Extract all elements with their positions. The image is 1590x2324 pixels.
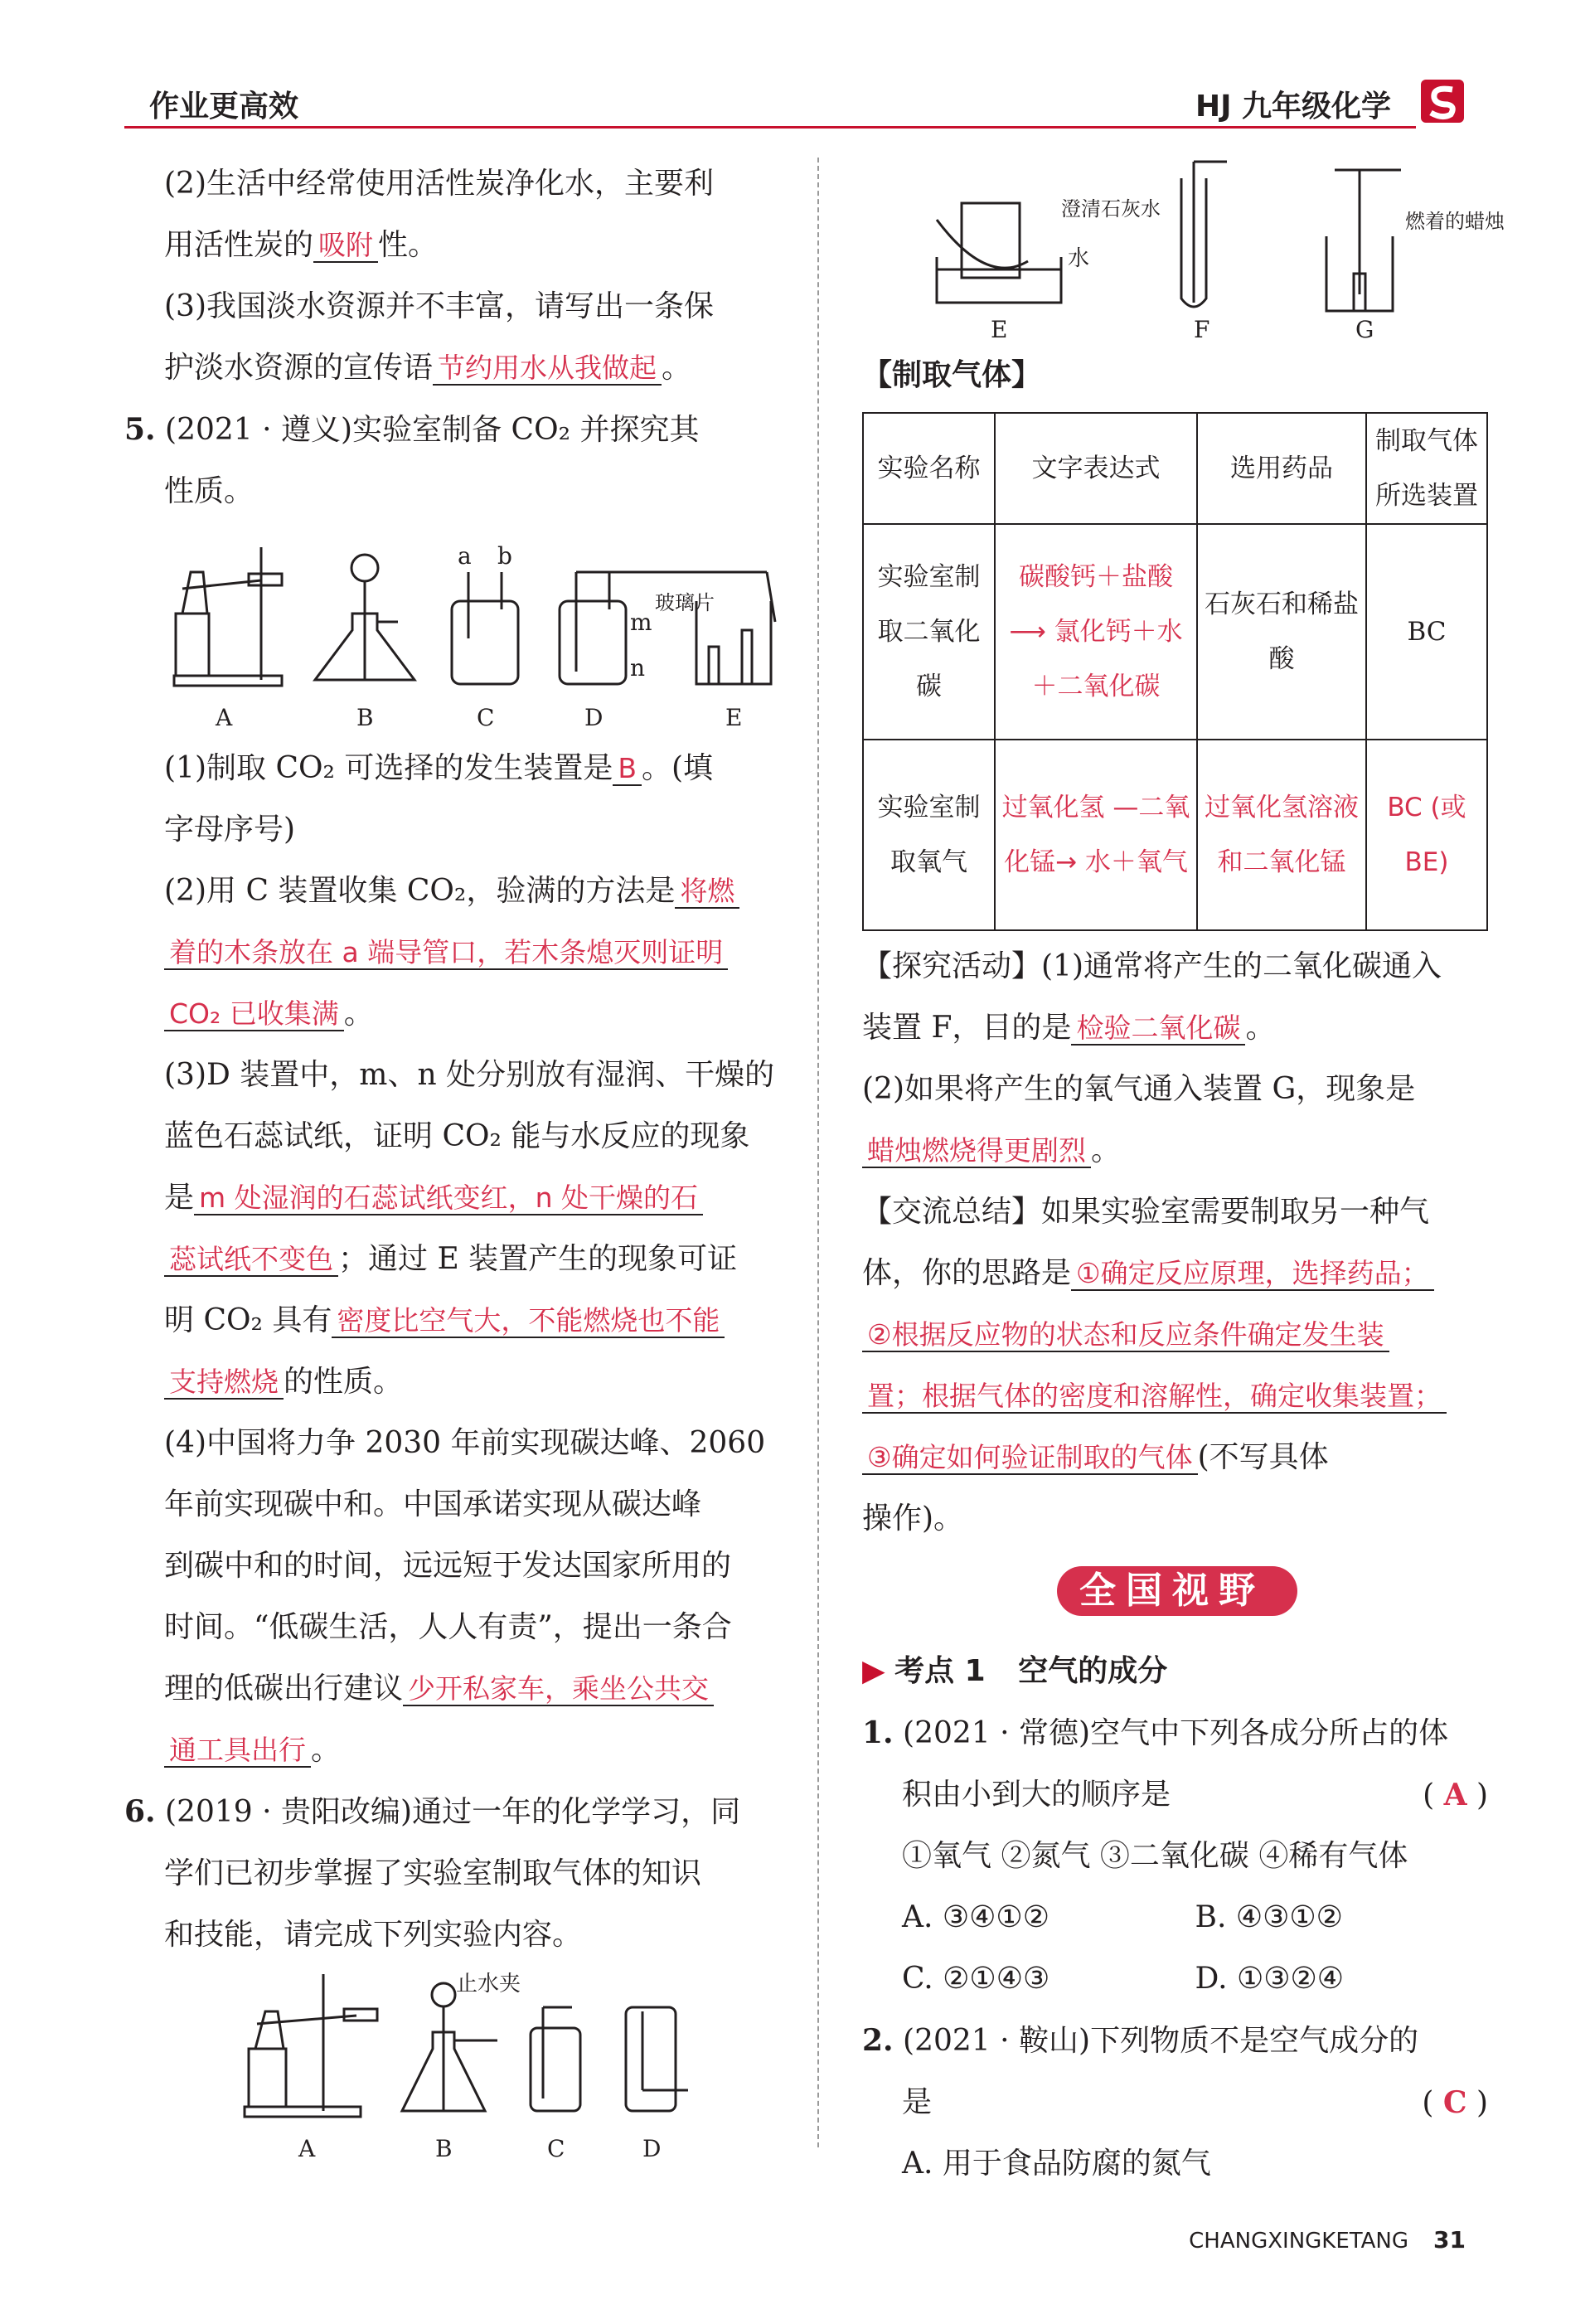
section-make-gas: 【制取气体】: [862, 357, 1042, 392]
q1-options-row1: [862, 1887, 1488, 1948]
explore-line1: 【探究活动】(1)通常将产生的二氧化碳通入: [862, 949, 1442, 983]
q5-4-line1: (4)中国将力争 2030 年前实现碳达峰、2060: [164, 1426, 766, 1460]
answer-blank: 将燃: [675, 875, 739, 909]
page-footer: [1189, 2226, 1466, 2254]
figure-q6-apparatus: [124, 1966, 779, 2165]
answer-paren: ( C ): [1422, 2085, 1488, 2120]
summary-line2: 体，你的思路是 ①确定反应原理，选择药品；: [862, 1243, 1488, 1304]
fig6-label-clamp: 止水夹: [456, 1972, 521, 1997]
question-number: 2.: [862, 2023, 894, 2058]
gas-preparation-table: [862, 412, 1488, 931]
answer-blank: 着的木条放在 a 端导管口，若木条熄灭则证明: [164, 936, 728, 970]
kp-label: 考点 1: [894, 1654, 986, 1688]
answer-blank: 通工具出行: [164, 1734, 311, 1768]
answer-blank: 节约用水从我做起: [433, 352, 662, 386]
q5-2-line2: [124, 922, 779, 983]
table-header: 选用药品: [1197, 413, 1366, 524]
q5-3-line2: 蓝色石蕊试纸，证明 CO₂ 能与水反应的现象: [164, 1119, 750, 1153]
table-header-row: [863, 413, 1487, 524]
column-divider: [817, 158, 819, 2147]
question-number: 6.: [124, 1794, 156, 1829]
table-header: 实验名称: [863, 413, 995, 524]
answer-blank: ①确定反应原理，选择药品；: [1071, 1257, 1434, 1291]
q2-line2: 是 ( C ): [862, 2072, 1488, 2133]
fig-label-F: F: [1194, 316, 1210, 343]
q5-1-line2: 字母序号): [164, 813, 296, 847]
q5-4-line2: 年前实现碳中和。中国承诺实现从碳达峰: [164, 1487, 702, 1521]
q5-3-line3: 是 m 处湿润的石蕊试纸变红，n 处干燥的石: [124, 1167, 779, 1229]
table-cell-answer: 碳酸钙＋盐酸 ⟶ 氯化钙＋水＋二氧化碳: [995, 524, 1197, 740]
q5-4-line4: 时间。“低碳生活，人人有责”，提出一条合: [164, 1610, 732, 1644]
table-cell: 实验室制取氧气: [863, 740, 995, 930]
table-cell-answer: 过氧化氢 —二氧化锰→ 水＋氧气: [995, 740, 1197, 930]
q5-4-line3: 到碳中和的时间，远远短于发达国家所用的: [164, 1549, 732, 1583]
table-row: [863, 524, 1487, 740]
q5-3-line5: 明 CO₂ 具有 密度比空气大，不能燃烧也不能: [124, 1290, 779, 1351]
footer-brand: CHANGXINGKETANG: [1189, 2229, 1409, 2254]
fig-label-G: G: [1355, 316, 1374, 343]
header-subject: HJ 九年级化学: [1195, 90, 1391, 124]
q5-3-line1: (3)D 装置中，m、n 处分别放有湿润、干燥的: [164, 1058, 775, 1092]
page-number: 31: [1433, 2226, 1466, 2254]
fig5-label-b: b: [497, 542, 512, 570]
q5-4-line6: 通工具出行 。: [124, 1720, 779, 1781]
table-row: [863, 740, 1487, 930]
answer-blank: m 处湿润的石蕊试纸变红，n 处干燥的石: [194, 1181, 703, 1215]
q4-3-line2: 护淡水资源的宣传语 节约用水从我做起 。: [164, 351, 692, 385]
header-slogan: 作业更高效: [149, 90, 299, 124]
q6-line1: 6. (2019 · 贵阳改编)通过一年的化学学习，同: [124, 1794, 741, 1829]
q4-2-line2: 用活性炭的 吸附 性。: [164, 228, 439, 262]
q6-line3: 和技能，请完成下列实验内容。: [164, 1918, 583, 1952]
fig-label-limewater: 澄清石灰水: [1061, 197, 1161, 221]
table-cell-answer: 过氧化氢溶液和二氧化锰: [1197, 740, 1366, 930]
fig5-label-n: n: [630, 654, 646, 682]
fig5-label-glass: 玻璃片: [655, 591, 715, 614]
summary-line4: [862, 1366, 1488, 1427]
answer-blank: ②根据反应物的状态和反应条件确定发生装: [862, 1318, 1389, 1352]
fig5-label-a: a: [458, 542, 472, 570]
triangle-icon: ▶: [862, 1654, 885, 1688]
summary-line1: 【交流总结】如果实验室需要制取另一种气: [862, 1195, 1430, 1229]
q2-option-a: A. 用于食品防腐的氮气: [902, 2147, 1211, 2181]
fig6-label-A: A: [298, 2135, 316, 2162]
right-column: [862, 153, 1505, 2195]
fig6-label-C: C: [547, 2135, 565, 2162]
question-number: 1.: [862, 1715, 894, 1750]
fig-label-water: 水: [1068, 246, 1090, 271]
option: C. ②①④③: [902, 1962, 1050, 1996]
answer-blank: 检验二氧化碳: [1071, 1012, 1245, 1046]
question-number: 5.: [124, 412, 156, 447]
publisher-logo-icon: [1419, 78, 1466, 124]
fig5-label-D: D: [584, 704, 604, 731]
header-rule: [124, 126, 1416, 129]
answer-blank: 蕊试纸不变色: [164, 1243, 338, 1277]
figure-efg-apparatus: [862, 153, 1505, 344]
answer-blank: CO₂ 已收集满: [164, 997, 344, 1031]
option: B. ④③①②: [1195, 1900, 1343, 1934]
q5-1-line1: (1)制取 CO₂ 可选择的发生装置是 B 。(填: [164, 751, 714, 785]
answer-blank: 置；根据气体的密度和溶解性，确定收集装置；: [862, 1380, 1447, 1414]
summary-line6: 操作)。: [862, 1502, 964, 1536]
banner-text: 全国视野: [1079, 1570, 1265, 1612]
kp-heading: [862, 1641, 1488, 1702]
fig-label-E: E: [991, 316, 1008, 343]
q1-line2: 积由小到大的顺序是 ( A ): [862, 1764, 1488, 1826]
q1-items: ①氧气 ②氮气 ③二氧化碳 ④稀有气体: [902, 1839, 1408, 1873]
summary-line5: ③确定如何验证制取的气体 (不写具体: [862, 1427, 1488, 1488]
fig5-label-B: B: [356, 704, 374, 731]
answer-blank: 吸附: [313, 229, 378, 263]
answer-blank: 少开私家车，乘坐公共交: [403, 1672, 714, 1706]
option: A. ③④①②: [902, 1900, 1049, 1934]
q6-line2: 学们已初步掌握了实验室制取气体的知识: [164, 1856, 702, 1890]
option: D. ①③②④: [1195, 1962, 1345, 1996]
fig-label-candle: 燃着的蜡烛: [1405, 210, 1505, 233]
table-header: 文字表达式: [995, 413, 1197, 524]
left-column: [124, 153, 779, 2165]
table-cell: 实验室制取二氧化碳: [863, 524, 995, 740]
table-header: 制取气体所选装置: [1366, 413, 1487, 524]
explore-line4: 蜡烛燃烧得更剧烈 。: [862, 1120, 1488, 1181]
summary-line3: [862, 1304, 1488, 1366]
q5-line1: 5. (2021 · 遵义)实验室制备 CO₂ 并探究其: [124, 412, 700, 447]
kp-title: 空气的成分: [1018, 1654, 1168, 1688]
answer-blank: ③确定如何验证制取的气体: [862, 1441, 1198, 1475]
explore-line3: (2)如果将产生的氧气通入装置 G，现象是: [862, 1072, 1416, 1106]
q1-options-row2: [862, 1948, 1488, 2010]
fig5-label-C: C: [477, 704, 495, 731]
page-header: [124, 76, 1466, 126]
national-view-banner: [862, 1558, 1488, 1633]
answer-blank: 支持燃烧: [164, 1366, 284, 1400]
table-cell: BC: [1366, 524, 1487, 740]
fig5-label-E: E: [725, 704, 743, 731]
q1-line1: 1. (2021 · 常德)空气中下列各成分所占的体: [862, 1715, 1449, 1750]
fig6-label-B: B: [435, 2135, 453, 2162]
fig5-label-m: m: [630, 609, 652, 636]
answer-blank: B: [613, 752, 642, 786]
fig6-label-D: D: [642, 2135, 662, 2162]
figure-q5-apparatus: [124, 522, 779, 738]
q5-3-line4: 蕊试纸不变色 ；通过 E 装置产生的现象可证: [124, 1229, 779, 1290]
answer-blank: 蜡烛燃烧得更剧烈: [862, 1134, 1091, 1168]
q5-4-line5: 理的低碳出行建议 少开私家车，乘坐公共交: [124, 1658, 779, 1720]
q5-2-line1: (2)用 C 装置收集 CO₂，验满的方法是 将燃: [124, 861, 779, 922]
q5-3-line6: 支持燃烧 的性质。: [124, 1351, 779, 1413]
q5-2-line3: CO₂ 已收集满 。: [124, 983, 779, 1045]
table-cell-answer: BC (或 BE): [1366, 740, 1487, 930]
answer-blank: 密度比空气大，不能燃烧也不能: [332, 1304, 725, 1338]
answer-paren: ( A ): [1423, 1778, 1488, 1812]
q5-line2: 性质。: [164, 474, 254, 508]
q2-line1: 2. (2021 · 鞍山)下列物质不是空气成分的: [862, 2023, 1419, 2058]
table-cell: 石灰石和稀盐酸: [1197, 524, 1366, 740]
q4-3-line1: (3)我国淡水资源并不丰富，请写出一条保: [164, 289, 714, 323]
fig5-label-A: A: [216, 704, 233, 731]
explore-line2: 装置 F，目的是 检验二氧化碳 。: [862, 1011, 1276, 1045]
q4-2-line1: (2)生活中经常使用活性炭净化水，主要利: [164, 167, 714, 201]
